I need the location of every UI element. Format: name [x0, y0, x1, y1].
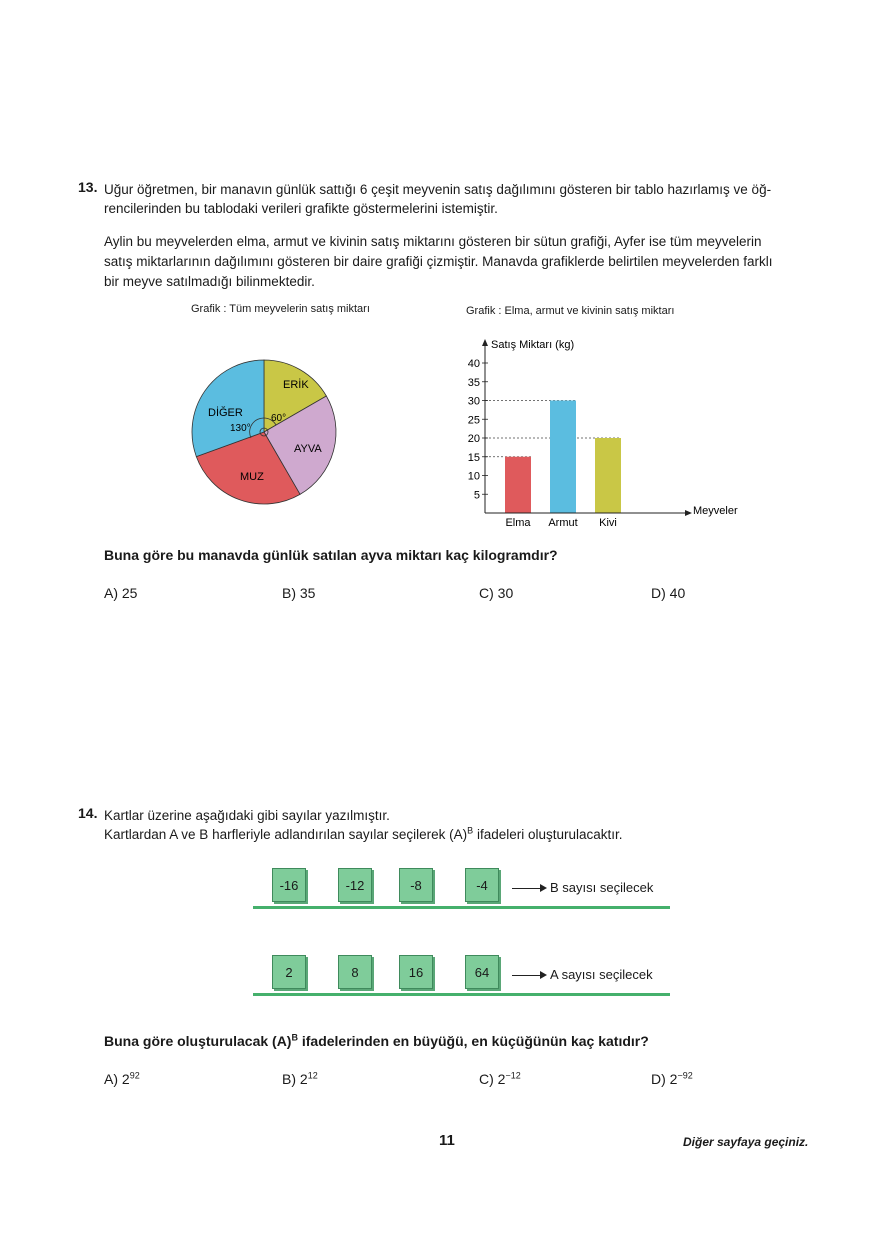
q14-choice-b-base: B) 2: [282, 1071, 308, 1087]
pie-label-ayva: AYVA: [294, 443, 322, 455]
a-arrow-line: [512, 975, 542, 976]
x-axis-arrow: [685, 510, 692, 516]
b-arrow-icon: [540, 884, 547, 892]
pie-chart-caption: Grafik : Tüm meyvelerin satış miktarı: [191, 303, 370, 315]
pie-label-muz: MUZ: [240, 471, 264, 483]
b-card-3[interactable]: -8: [399, 868, 433, 902]
y-tick-label-20: 20: [467, 433, 480, 445]
q14-line-2-sup: B: [467, 825, 474, 836]
a-card-3[interactable]: 16: [399, 955, 433, 989]
next-page-note: Diğer sayfaya geçiniz.: [683, 1135, 809, 1149]
b-card-1[interactable]: -16: [272, 868, 306, 902]
x-tick-label-armut: Armut: [548, 517, 578, 529]
q14-choice-a-exp: 92: [129, 1070, 140, 1081]
paragraph-line-1: Aylin bu meyvelerden elma, armut ve kivinin satış miktarını gösteren bir sütun grafiği, Ayfer ise tüm meyvelerin: [104, 234, 762, 249]
q14-choice-c-base: C) 2: [479, 1071, 506, 1087]
q14-line-2: [104, 825, 834, 844]
q14-prompt-sup: B: [291, 1032, 298, 1043]
x-tick-label-kivi: Kivi: [599, 517, 617, 529]
q13-choice-a[interactable]: A) 25: [104, 585, 138, 601]
x-axis-label: Meyveler: [693, 505, 738, 517]
q14-line-1: Kartlar üzerine aşağıdaki gibi sayılar yazılmıştır.: [104, 808, 390, 823]
a-selection-label: A sayısı seçilecek: [550, 967, 653, 982]
q13-choice-b[interactable]: B) 35: [282, 585, 316, 601]
b-selection-label: B sayısı seçilecek: [550, 880, 654, 895]
y-tick-label-40: 40: [467, 358, 480, 370]
bar-elma: [505, 457, 531, 513]
q14-choice-d-base: D) 2: [651, 1071, 678, 1087]
bar-kivi: [595, 438, 621, 513]
pie-label-diger: DİĞER: [208, 407, 243, 419]
bar-chart: [455, 330, 755, 530]
q14-line-2-pre: Kartlardan A ve B harfleriyle adlandırılan sayılar seçilerek (A): [104, 827, 468, 842]
paragraph-line-3: bir meyve satılmadığı bilinmektedir.: [104, 274, 315, 289]
b-card-4[interactable]: -4: [465, 868, 499, 902]
question-13-number: 13.: [78, 179, 98, 195]
question-14-intro: [104, 806, 834, 844]
q14-choice-d-exp: −92: [677, 1070, 693, 1081]
question-13-intro: [104, 180, 834, 218]
y-tick-label-35: 35: [467, 376, 480, 389]
question-14-number: 14.: [78, 805, 98, 821]
q13-choice-c[interactable]: C) 30: [479, 585, 514, 601]
q14-choice-a[interactable]: [104, 1071, 140, 1087]
b-card-2[interactable]: -12: [338, 868, 372, 902]
angle-label-erik: 60°: [271, 413, 287, 424]
question-13-prompt: Buna göre bu manavda günlük satılan ayva miktarı kaç kilogramdır?: [104, 547, 558, 563]
y-axis-label: Satış Miktarı (kg): [491, 339, 575, 351]
q14-choice-c-exp: −12: [505, 1070, 521, 1081]
y-tick-label-10: 10: [467, 470, 480, 483]
y-tick-label-5: 5: [473, 489, 480, 502]
bar-chart-caption: Grafik : Elma, armut ve kivinin satış miktarı: [466, 305, 675, 317]
intro-line-1: Uğur öğretmen, bir manavın günlük sattığı 6 çeşit meyvenin satış dağılımını gösteren bir tablo hazırlamış ve öğ-: [104, 182, 772, 197]
q13-choice-d[interactable]: D) 40: [651, 585, 686, 601]
y-tick-label-25: 25: [467, 414, 480, 427]
a-arrow-icon: [540, 971, 547, 979]
q14-prompt-pre: Buna göre oluşturulacak (A): [104, 1033, 292, 1049]
q14-choice-b-exp: 12: [307, 1070, 318, 1081]
pie-label-erik: ERİK: [283, 379, 309, 391]
a-card-1[interactable]: 2: [272, 955, 306, 989]
pie-chart: [180, 345, 360, 515]
y-axis-arrow: [482, 339, 488, 346]
q14-choice-d[interactable]: [651, 1071, 693, 1087]
q14-choice-a-base: A) 2: [104, 1071, 130, 1087]
a-card-2[interactable]: 8: [338, 955, 372, 989]
q14-line-2-post: ifadeleri oluşturulacaktır.: [473, 827, 623, 842]
b-arrow-line: [512, 888, 542, 889]
q14-choice-b[interactable]: [282, 1071, 318, 1087]
intro-line-2: rencilerinden bu tablodaki verileri grafikte göstermelerini istemiştir.: [104, 201, 498, 216]
a-card-rail: [253, 993, 670, 996]
a-card-4[interactable]: 64: [465, 955, 499, 989]
question-13-paragraph: [104, 232, 834, 292]
b-card-rail: [253, 906, 670, 909]
q14-choice-c[interactable]: [479, 1071, 521, 1087]
x-tick-label-elma: Elma: [505, 517, 531, 529]
bar-armut: [550, 401, 576, 514]
y-tick-label-30: 30: [467, 395, 480, 408]
y-tick-label-15: 15: [467, 451, 480, 464]
paragraph-line-2: satış miktarlarının dağılımını gösteren bir daire grafiği çizmiştir. Manavda grafiklerde belirtilen meyvelerden farklı: [104, 254, 773, 269]
page-number: 11: [439, 1132, 455, 1149]
angle-label-diger: 130°: [230, 423, 251, 434]
question-14-prompt: [104, 1033, 649, 1049]
q14-prompt-post: ifadelerinden en büyüğü, en küçüğünün kaç katıdır?: [297, 1033, 649, 1049]
